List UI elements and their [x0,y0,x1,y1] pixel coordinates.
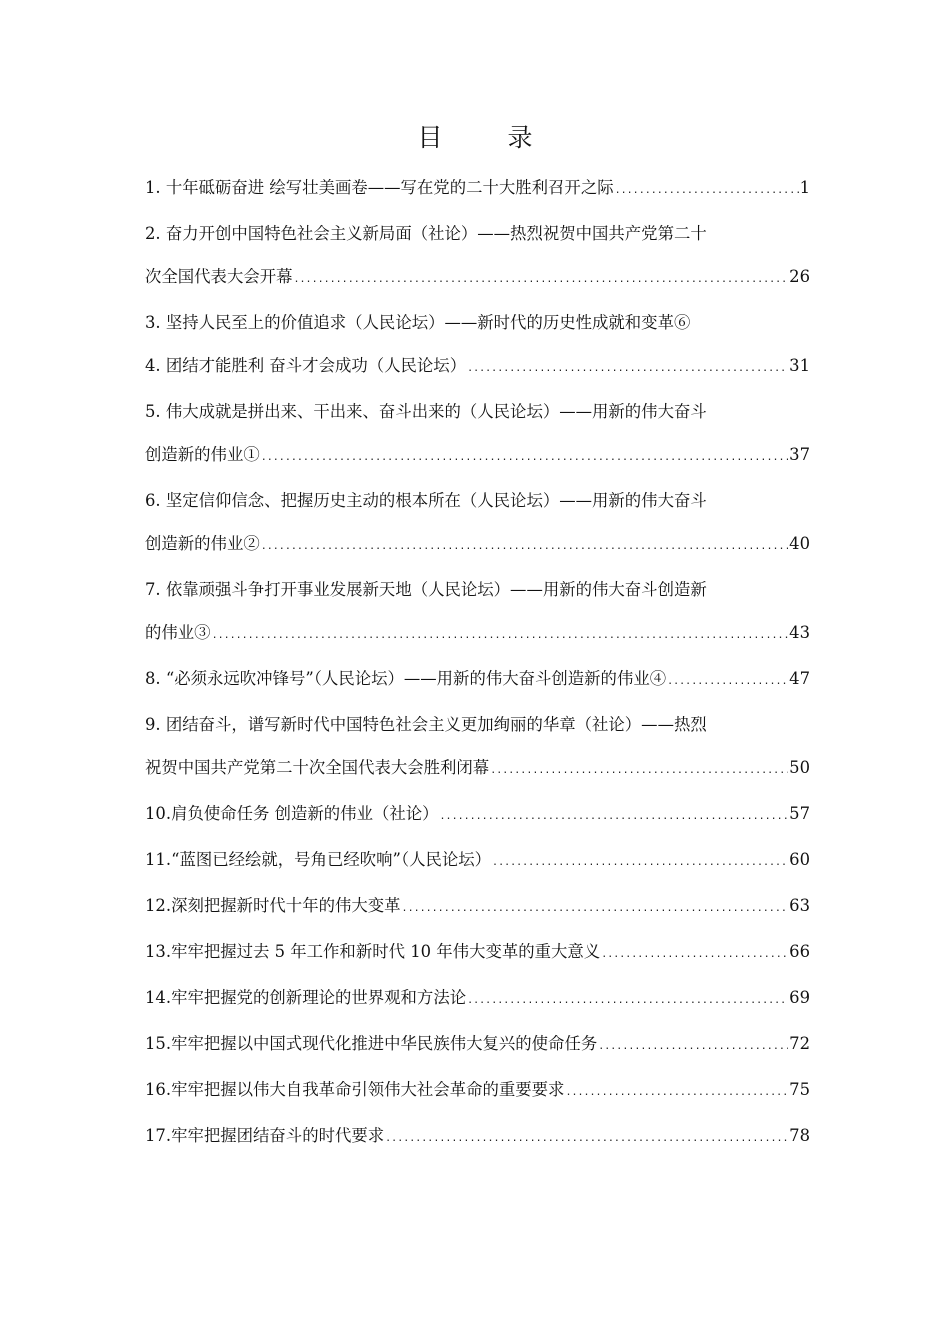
toc-entry-title: 12.深刻把握新时代十年的伟大变革 [145,896,401,915]
toc-entry-title: 17.牢牢把握团结奋斗的时代要求 [145,1126,385,1145]
toc-entry-title: 祝贺中国共产党第二十次全国代表大会胜利闭幕 [145,758,490,777]
toc-page-number: 78 [789,1126,810,1145]
toc-entry[interactable] [145,301,810,344]
dot-leader [212,614,789,657]
toc-entry-title: 的伟业③ [145,623,211,642]
toc-page-number: 1 [799,178,810,197]
dot-leader [601,933,788,976]
toc-entry-title-line: 2. 奋力开创中国特色社会主义新局面（社论）——热烈祝贺中国共产党第二十 [145,224,707,243]
toc-page-number: 60 [789,850,810,869]
toc-entry[interactable] [145,166,810,212]
toc-entry-title: 创造新的伟业① [145,445,260,464]
dot-leader [402,887,789,930]
dot-leader [467,347,788,390]
toc-entry[interactable] [145,703,810,792]
toc-entry[interactable] [145,479,810,568]
toc-page-number: 40 [789,534,810,553]
dot-leader [294,258,789,301]
toc-entry-title: 4. 团结才能胜利 奋斗才会成功（人民论坛） [145,356,467,375]
toc-entry[interactable] [145,838,810,884]
toc-page-number: 37 [789,445,810,464]
toc-entry-title: 15.牢牢把握以中国式现代化推进中华民族伟大复兴的使命任务 [145,1034,598,1053]
toc-entry[interactable] [145,1114,810,1160]
toc-entry-title: 8. “必须永远吹冲锋号”（人民论坛）——用新的伟大奋斗创造新的伟业④ [145,669,667,688]
toc-page-number: 75 [789,1080,810,1099]
toc-entry[interactable] [145,976,810,1022]
toc-entry-title-line: 7. 依靠顽强斗争打开事业发展新天地（人民论坛）——用新的伟大奋斗创造新 [145,580,707,599]
toc-page-number: 66 [789,942,810,961]
toc-page-number: 57 [789,804,810,823]
dot-leader [667,660,788,703]
dot-leader [598,1025,788,1068]
toc-entry-title: 10.肩负使命任务 创造新的伟业（社论） [145,804,439,823]
toc-entry-title: 创造新的伟业② [145,534,260,553]
toc-entry-title: 11.“蓝图已经绘就，号角已经吹响”（人民论坛） [145,850,492,869]
toc-entry[interactable] [145,1068,810,1114]
toc-page-number: 43 [789,623,810,642]
toc-entry[interactable] [145,657,810,703]
toc-entry[interactable] [145,1022,810,1068]
toc-entry-title: 3. 坚持人民至上的价值追求（人民论坛）——新时代的历史性成就和变革⑥ [145,313,691,332]
toc-entry[interactable] [145,212,810,301]
dot-leader [615,169,799,212]
toc-page-number: 26 [789,267,810,286]
toc-entry[interactable] [145,930,810,976]
toc-page-number: 47 [789,669,810,688]
toc-entry-title-line: 6. 坚定信仰信念、把握历史主动的根本所在（人民论坛）——用新的伟大奋斗 [145,491,707,510]
toc-entry-title: 14.牢牢把握党的创新理论的世界观和方法论 [145,988,467,1007]
toc-entry[interactable] [145,884,810,930]
dot-leader [467,979,788,1022]
toc-entry[interactable] [145,568,810,657]
toc-entry-title-line: 9. 团结奋斗，谱写新时代中国特色社会主义更加绚丽的华章（社论）——热烈 [145,715,707,734]
dot-leader [261,525,788,568]
toc-entry-title-line: 5. 伟大成就是拼出来、干出来、奋斗出来的（人民论坛）——用新的伟大奋斗 [145,402,707,421]
dot-leader [385,1117,788,1160]
toc-entry[interactable] [145,390,810,479]
dot-leader [565,1071,788,1114]
dot-leader [490,749,788,792]
dot-leader [261,436,788,479]
toc-entry[interactable] [145,792,810,838]
toc-page-number: 50 [789,758,810,777]
toc-page-number: 63 [789,896,810,915]
dot-leader [440,795,789,838]
toc-entry-title: 13.牢牢把握过去 5 年工作和新时代 10 年伟大变革的重大意义 [145,942,601,961]
toc-entry-title: 次全国代表大会开幕 [145,267,293,286]
dot-leader [492,841,788,884]
toc-page-number: 31 [789,356,810,375]
toc-page-number: 72 [789,1034,810,1053]
toc-page-number: 69 [789,988,810,1007]
table-of-contents [145,166,810,1160]
page-title: 目 录 [417,123,553,152]
toc-entry-title: 16.牢牢把握以伟大自我革命引领伟大社会革命的重要要求 [145,1080,565,1099]
toc-entry-title: 1. 十年砥砺奋进 绘写壮美画卷——写在党的二十大胜利召开之际 [145,178,614,197]
toc-entry[interactable] [145,344,810,390]
